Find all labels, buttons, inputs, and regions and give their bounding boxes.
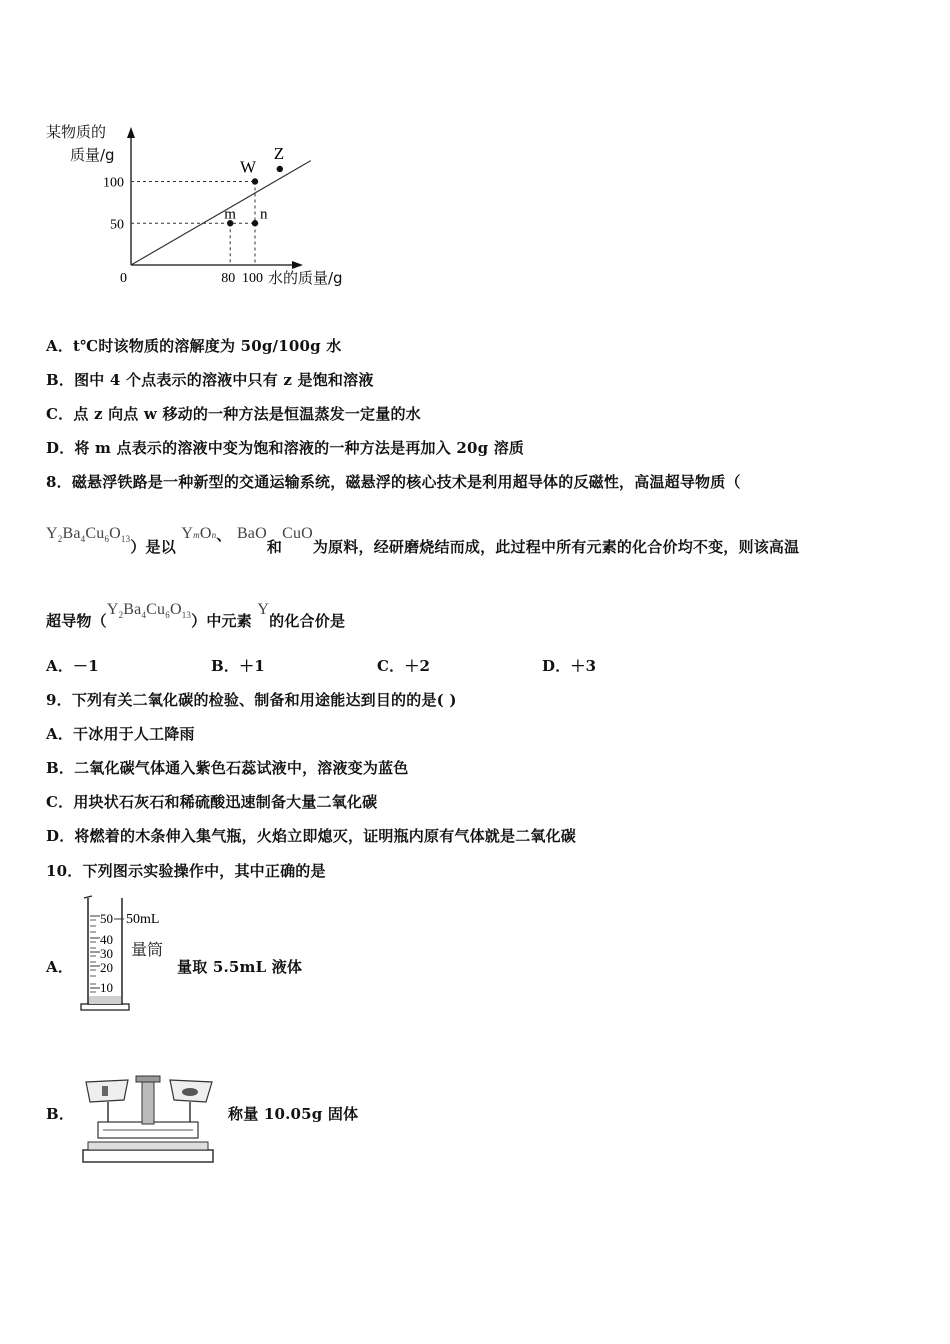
solubility-chart	[0, 0, 360, 300]
element-y: Y	[257, 601, 270, 618]
cylinder-capacity-label: 50mL	[126, 912, 160, 927]
q8-option-a: A．－1	[46, 657, 99, 675]
q10-stem: 10．下列图示实验操作中，其中正确的是	[46, 862, 326, 880]
cyl-tick-50: 50	[100, 911, 113, 926]
cyl-tick-30: 30	[100, 946, 113, 961]
q8-option-d: D．＋3	[542, 657, 597, 675]
q8-stem-line2: $Y_2Ba_4Cu_6O_{13}$）是以 YmOn、 BaO和CuO为原料，经研磨烧结而成，此过程中所有元素的化合价均不变，则该高温	[46, 525, 800, 556]
point-label-n: n	[260, 206, 268, 223]
balance-scale-figure	[78, 1070, 218, 1168]
formula-y2ba4cu6o13: $Y_2Ba_4Cu_6O_{13}$	[46, 525, 131, 545]
q9-option-a: A．干冰用于人工降雨	[46, 725, 195, 743]
x-tick-label-100: 100	[242, 271, 263, 286]
point-z	[277, 166, 283, 172]
data-line	[131, 161, 311, 265]
point-w	[252, 178, 258, 184]
q10-option-a-label: A．	[46, 958, 74, 976]
formula-cuo: CuO	[282, 525, 313, 542]
origin-label: 0	[120, 271, 127, 286]
q10-option-b-label: B．	[46, 1105, 75, 1123]
balance-pillar	[142, 1080, 154, 1124]
minor-ticks	[90, 920, 96, 992]
q9-option-d: D．将燃着的木条伸入集气瓶，火焰立即熄灭，证明瓶内原有气体就是二氧化碳	[46, 827, 577, 845]
formula-ymon: YmOn	[181, 525, 217, 542]
formula-bao: BaO	[236, 525, 267, 542]
cyl-tick-10: 10	[100, 980, 113, 995]
q8-stem-line3: 超导物$(Y_2Ba_4Cu_6O_{13})$中元素 Y的化合价是	[46, 601, 346, 630]
x-tick-label-80: 80	[221, 271, 236, 286]
q10-option-b-text: 称量 10.05g 固体	[228, 1105, 359, 1123]
x-axis-arrow	[292, 261, 303, 269]
q7-option-d: D．将 m 点表示的溶液中变为饱和溶液的一种方法是再加入 20g 溶质	[46, 439, 525, 457]
q7-option-b: B．图中 4 个点表示的溶液中只有 z 是饱和溶液	[46, 371, 374, 389]
y-axis-label-2: 质量/g	[70, 146, 115, 164]
cylinder-name-label: 量筒	[131, 940, 164, 959]
y-tick-label-50: 50	[110, 217, 124, 233]
point-label-m: m	[224, 206, 236, 223]
y-tick-label-100: 100	[103, 175, 124, 191]
q8-stem-line1: 8．磁悬浮铁路是一种新型的交通运输系统，磁悬浮的核心技术是利用超导体的反磁性，高温超导物质（	[46, 473, 741, 491]
cylinder-base	[81, 1004, 129, 1010]
y-axis-arrow	[127, 127, 135, 138]
formula-y2ba4cu6o13-b: $Y_2Ba_4Cu_6O_{13}$	[106, 601, 192, 621]
q9-option-c: C．用块状石灰石和稀硫酸迅速制备大量二氧化碳	[46, 793, 378, 811]
q8-option-b: B．＋1	[211, 657, 265, 675]
q7-option-a: A．t℃时该物质的溶解度为 50g/100g 水	[46, 337, 342, 355]
q9-option-b: B．二氧化碳气体通入紫色石蕊试液中，溶液变为蓝色	[46, 759, 409, 777]
cyl-tick-20: 20	[100, 960, 113, 975]
cyl-tick-40: 40	[100, 932, 113, 947]
point-label-z: Z	[273, 143, 285, 163]
x-axis-label: 水的质量/g	[268, 269, 343, 287]
q10-option-a-text: 量取 5.5mL 液体	[177, 958, 303, 976]
point-n	[252, 220, 258, 226]
liquid	[89, 996, 121, 1004]
balance-base	[83, 1150, 213, 1162]
q8-option-c: C．＋2	[377, 657, 431, 675]
y-axis-label-1: 某物质的	[46, 123, 107, 141]
point-label-w: W	[240, 157, 257, 177]
q7-option-c: C．点 z 向点 w 移动的一种方法是恒温蒸发一定量的水	[46, 405, 421, 423]
q9-stem: 9．下列有关二氧化碳的检验、制备和用途能达到目的的是( )	[46, 691, 457, 709]
